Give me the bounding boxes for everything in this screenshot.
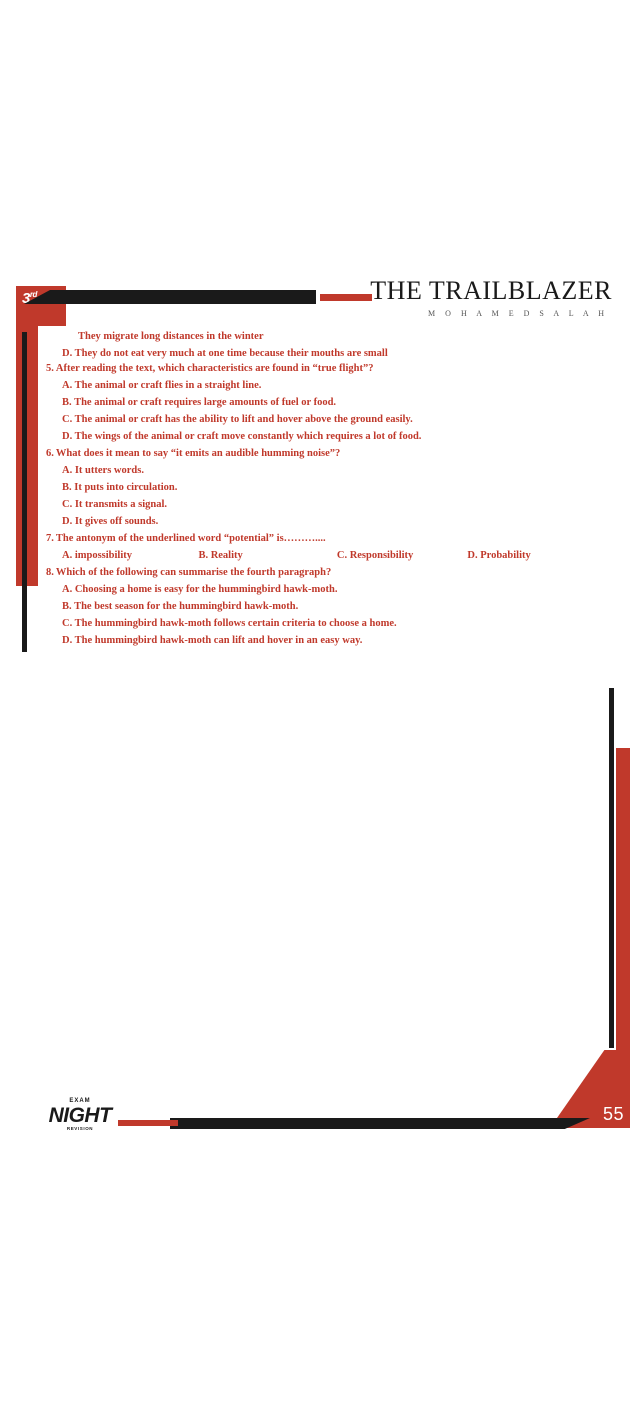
question-number: 7. [46,532,54,544]
question-option: B. Reality [198,549,243,561]
question-option: C. Responsibility [336,549,414,561]
grade-badge-suffix: rd [29,290,37,299]
question-option: C. It transmits a signal. [62,498,168,510]
question-options-row [46,547,586,564]
questions-container [46,328,586,651]
orphan-option: D. They do not eat very much at one time because their mouths are small [62,348,388,359]
question-stem [46,532,586,547]
question-option: A. It utters words. [62,464,144,476]
question-block [46,532,586,564]
page-title: THE TRAILBLAZER [370,276,612,305]
logo-top-text: EXAM [69,1098,91,1104]
question-block [46,362,586,445]
right-red-rule [616,748,630,1088]
question-text: The antonym of the underlined word “potential” is……….... [55,532,326,544]
logo-main-text: NIGHT [48,1104,112,1127]
question-number: 8. [46,566,54,578]
question-text: After reading the text, which characteristics are found in “true flight”? [55,363,374,374]
question-block [46,566,586,649]
question-number: 5. [46,363,54,374]
question-stem [46,566,586,581]
question-option: B. It puts into circulation. [62,481,178,493]
question-stem [46,362,586,377]
orphan-option: They migrate long distances in the winter [78,331,264,342]
question-block [46,447,586,530]
question-option: D. The hummingbird hawk-moth can lift and hover in an easy way. [62,634,363,646]
black-vertical-rule [22,332,27,652]
question-text: Which of the following can summarise the fourth paragraph? [55,566,332,578]
question-option: D. Probability [467,549,531,561]
question-option: A. Choosing a home is easy for the hummingbird hawk-moth. [62,583,338,595]
logo-bottom-text: REVISION [66,1126,94,1131]
author-name: M O H A M E D S A L A H [428,309,608,318]
exam-night-logo [42,1098,118,1132]
grade-badge-number: 3 [22,290,30,307]
footer-red-bar [118,1120,178,1126]
question-option: C. The animal or craft has the ability to lift and hover above the ground easily. [62,413,413,425]
question-option: D. The wings of the animal or craft move constantly which requires a lot of food. [62,430,422,442]
question-option: D. It gives off sounds. [62,515,159,527]
question-option: B. The best season for the hummingbird hawk-moth. [62,600,299,612]
question-stem [46,447,586,462]
question-option: A. impossibility [62,549,133,561]
question-text: What does it mean to say “it emits an audible humming noise”? [55,447,341,459]
question-number: 6. [46,447,54,459]
question-option: C. The hummingbird hawk-moth follows certain criteria to choose a home. [62,617,397,629]
page-number: 55 [602,1104,624,1124]
footer-black-bar [170,1118,590,1129]
document-header [192,278,612,318]
question-option: B. The animal or craft requires large amounts of fuel or food. [62,396,337,408]
question-option: A. The animal or craft flies in a straight line. [62,379,262,391]
right-black-rule [609,688,614,1048]
